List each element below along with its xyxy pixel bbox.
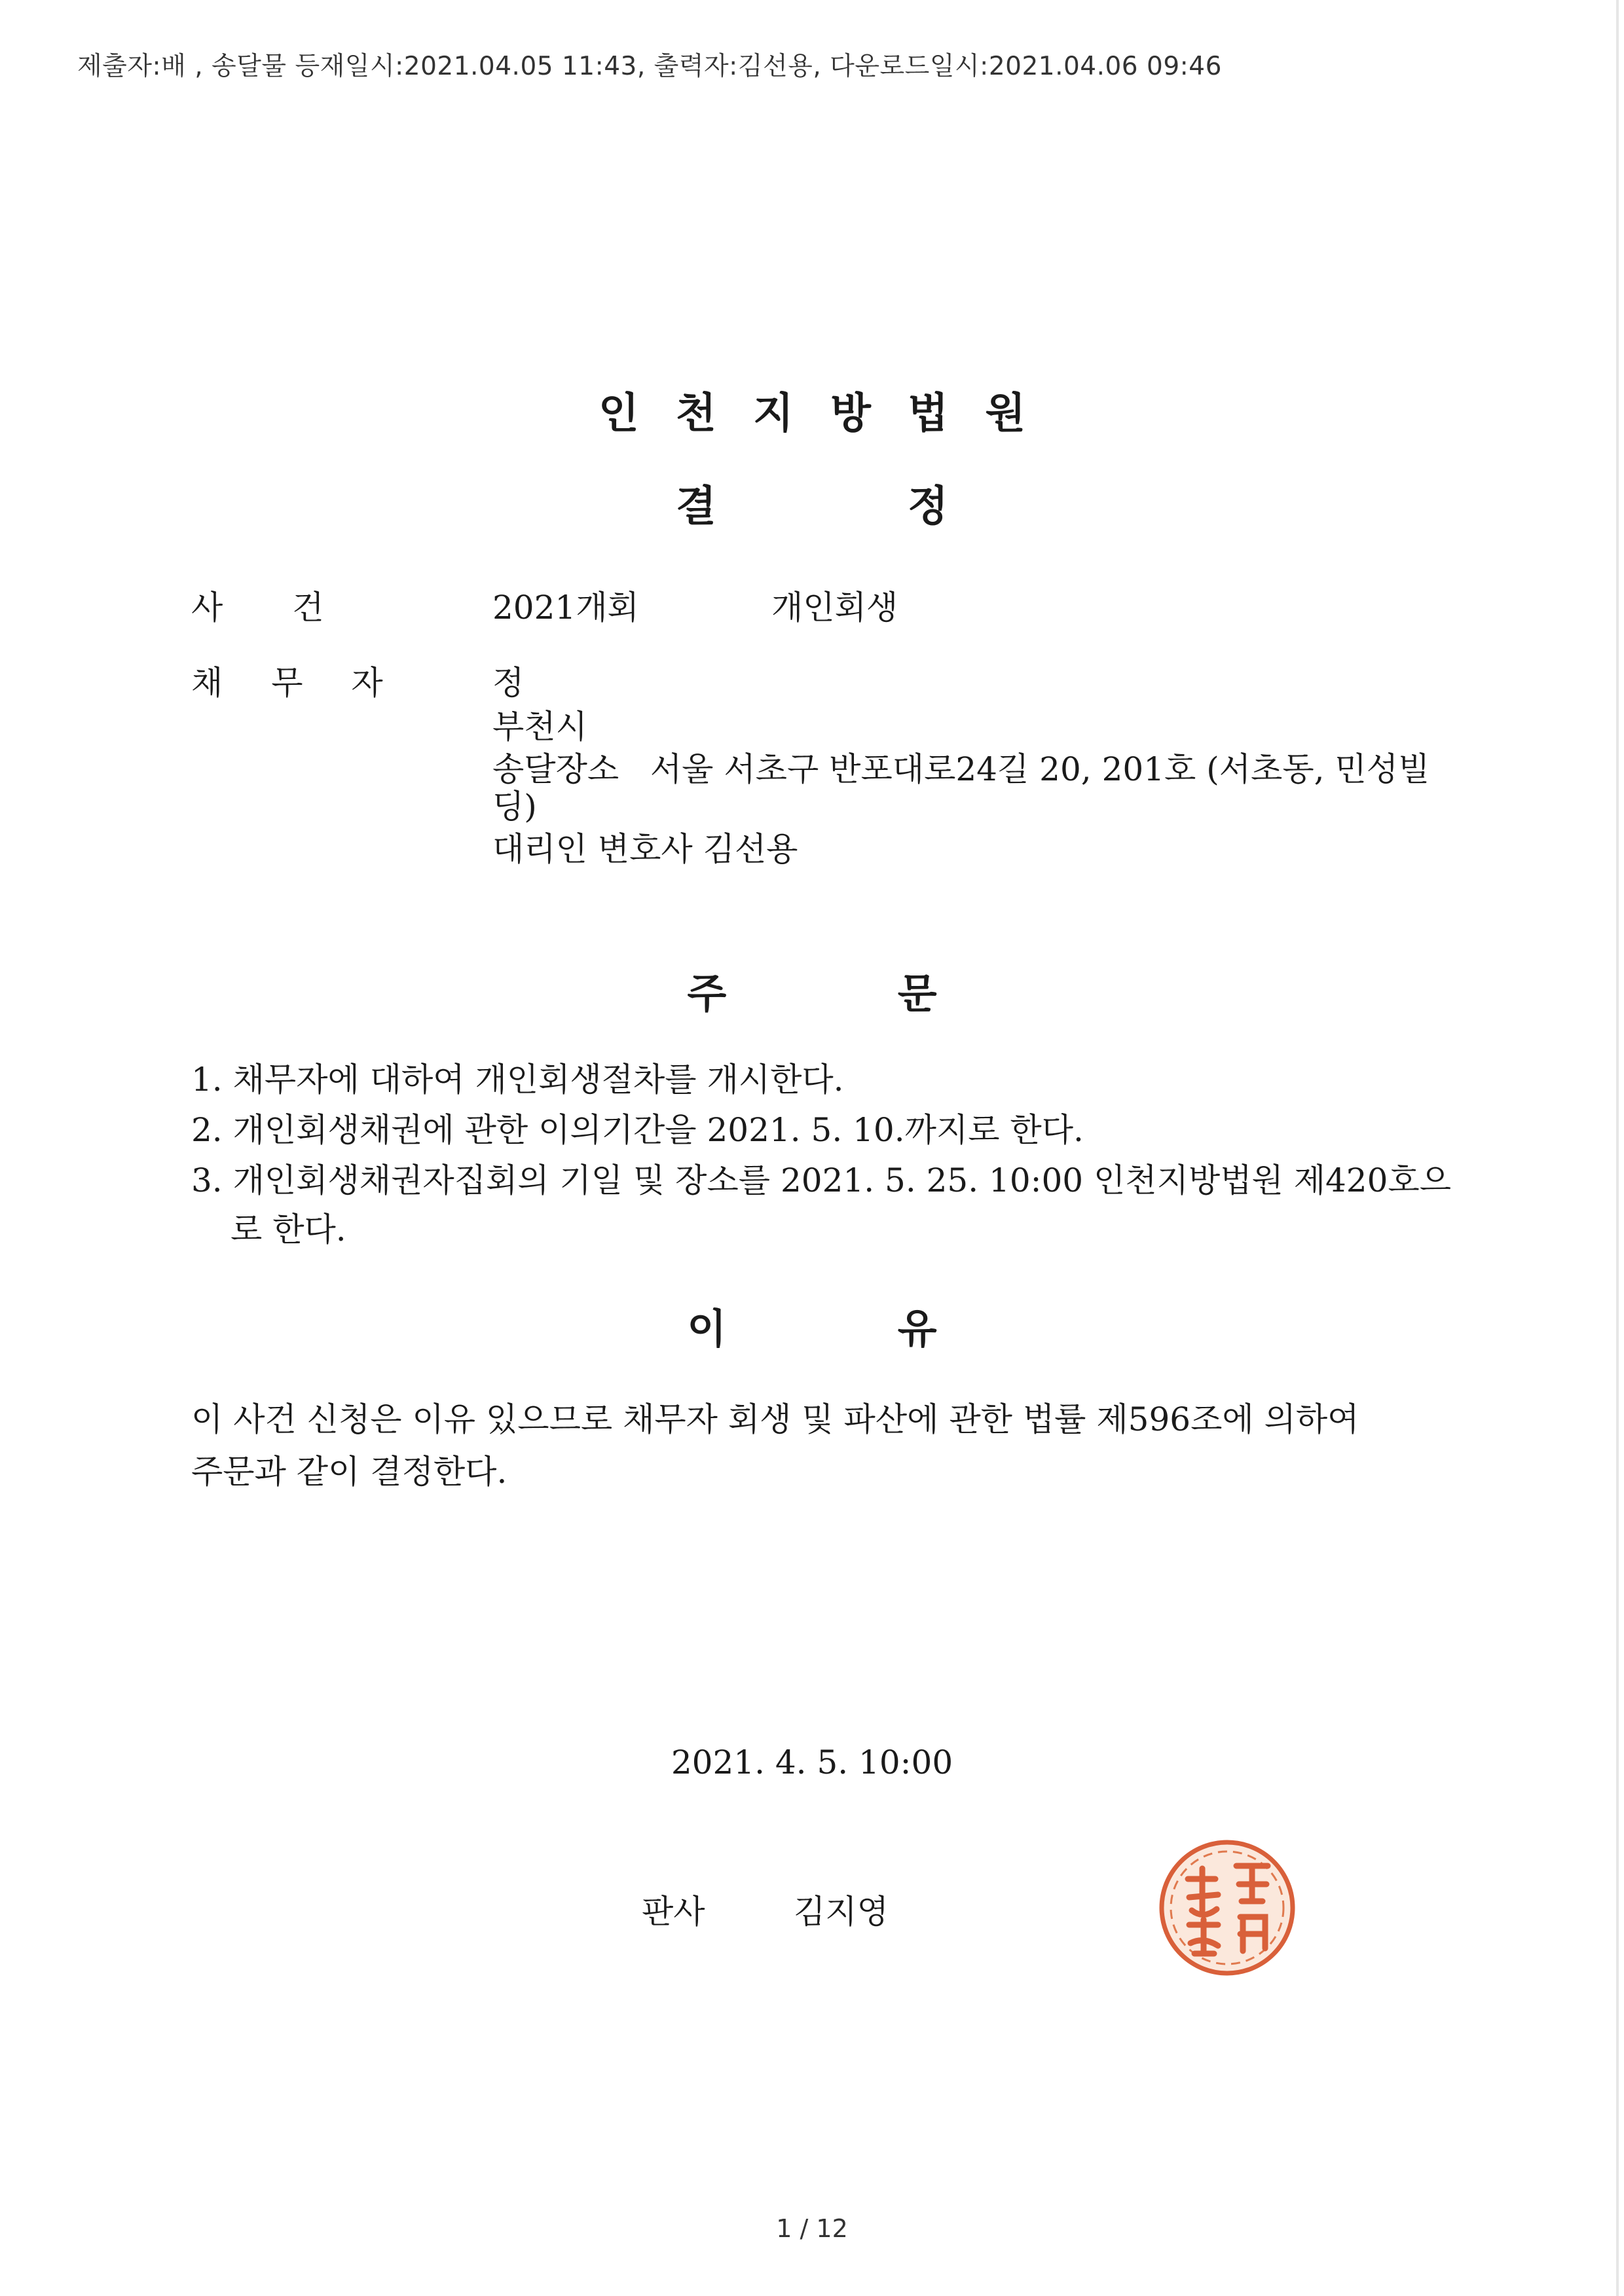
judge-seal-stamp (1158, 1838, 1297, 1977)
service-place: 송달장소 서울 서초구 반포대로24길 20, 201호 (서초동, 민성빌 (492, 750, 1430, 788)
judge-name: 김지영 (794, 1893, 889, 1931)
service-place-cont: 딩) (492, 788, 537, 826)
order-heading: 주 문 (687, 970, 937, 1017)
order-item-3: 3. 개인회생채권자집회의 기일 및 장소를 2021. 5. 25. 10:00 인천지방법원 제420호으 (191, 1161, 1452, 1199)
case-label: 사 건 (191, 589, 324, 627)
judge-title: 판사 (642, 1893, 705, 1931)
reason-line-2: 주문과 같이 결정한다. (191, 1453, 507, 1491)
debtor-address: 부천시 (492, 708, 587, 746)
debtor-label: 채 무 자 (191, 664, 383, 702)
order-item-2: 2. 개인회생채권에 관한 이의기간을 2021. 5. 10.까지로 한다. (191, 1111, 1084, 1149)
reason-line-1: 이 사건 신청은 이유 있으므로 채무자 회생 및 파산에 관한 법률 제596조에 의하여 (191, 1400, 1359, 1438)
court-name: 인 천 지 방 법 원 (598, 390, 1026, 438)
order-item-3-cont: 로 한다. (231, 1211, 346, 1248)
decision-date: 2021. 4. 5. 10:00 (671, 1743, 953, 1781)
page-edge-line (1616, 0, 1619, 2296)
case-type: 개인회생 (771, 589, 898, 627)
page-number: 1 / 12 (776, 2214, 848, 2243)
debtor-name: 정 (492, 664, 525, 702)
case-number: 2021개회 (492, 589, 639, 627)
download-header: 제출자:배 , 송달물 등재일시:2021.04.05 11:43, 출력자:김선용, 다운로드일시:2021.04.06 09:46 (77, 52, 1222, 81)
document-title: 결 정 (676, 483, 948, 531)
reason-heading: 이 유 (687, 1305, 937, 1353)
agent: 대리인 변호사 김선용 (492, 830, 798, 868)
order-item-1: 1. 채무자에 대하여 개인회생절차를 개시한다. (191, 1061, 844, 1099)
